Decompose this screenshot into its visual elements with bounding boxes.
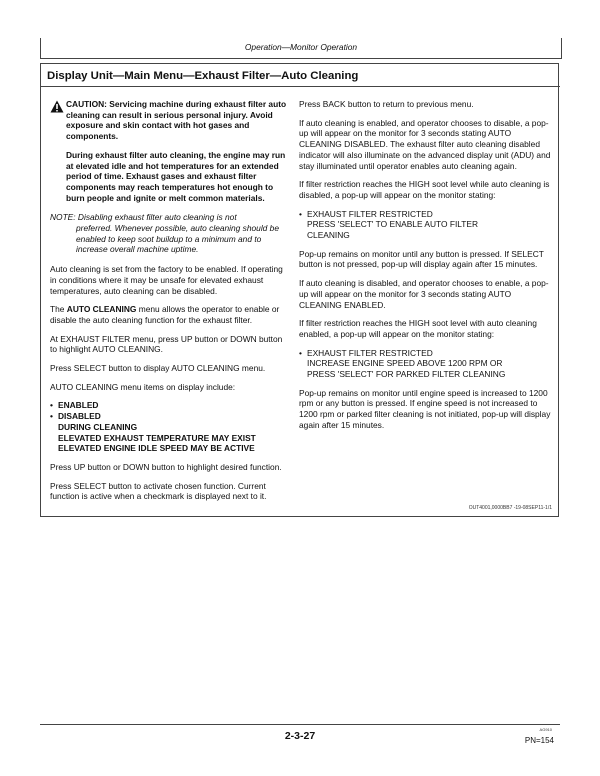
paragraph: Pop-up remains on monitor until engine speed is increased to 1200 rpm or any button is pressed. If engine speed is not increased to 1200 rpm or parked filter cleaning is not initiated, pop-up will display again after 15 minutes. <box>299 387 551 430</box>
paragraph: Auto cleaning is set from the factory to be enabled. If operating in conditions where it may be unsafe for elevated exhaust temperatures, auto cleaning can be disabled. <box>50 264 283 296</box>
footer-code: AG910 <box>539 727 552 732</box>
popup-line: CLEANING <box>307 230 350 241</box>
paragraph <box>50 304 288 325</box>
footer-divider <box>40 724 560 725</box>
title-divider <box>40 86 560 87</box>
paragraph: At EXHAUST FILTER menu, press UP button or DOWN button to highlight AUTO CLEANING. <box>50 333 283 355</box>
paragraph: AUTO CLEANING menu items on display include: <box>50 381 236 392</box>
caution-block <box>50 99 288 203</box>
note <box>50 212 288 255</box>
paragraph: If filter restriction reaches the HIGH soot level while auto cleaning is disabled, a pop-up will appear on the monitor stating: <box>299 179 550 200</box>
paragraph: Press SELECT button to activate chosen function. Current function is active when a checkmark is displayed next to it. <box>50 480 267 502</box>
paragraph: Press UP button or DOWN button to highlight desired function. <box>50 461 282 472</box>
menu-name: AUTO CLEANING <box>66 304 137 315</box>
caution-detail: During exhaust filter auto cleaning, the engine may run at elevated idle and hot temperatures for an extended period of time. Exhaust gases and exhaust filter components may reach temperatures hot enough to burn people and ignite or melt common materials. <box>66 149 286 203</box>
running-header: Operation—Monitor Operation <box>244 42 358 52</box>
right-column <box>299 99 551 439</box>
note-first-line: NOTE: Disabling exhaust filter auto cleaning is not <box>50 212 237 223</box>
list-item-sub: ELEVATED ENGINE IDLE SPEED MAY BE ACTIVE <box>58 443 255 454</box>
paragraph: Press BACK button to return to previous menu. <box>299 99 474 109</box>
reference-code: OUT4001,0000BB7 -19-08SEP11-1/1 <box>468 505 552 511</box>
list-item-label: ENABLED <box>58 400 99 411</box>
popup-line: PRESS 'SELECT' TO ENABLE AUTO FILTER <box>307 219 479 230</box>
paragraph: Press SELECT button to display AUTO CLEANING menu. <box>50 363 266 374</box>
popup-line: INCREASE ENGINE SPEED ABOVE 1200 RPM OR <box>307 358 503 369</box>
menu-items-list <box>50 400 288 454</box>
paragraph: If auto cleaning is disabled, and operator chooses to enable, a pop-up will appear on the monitor for 3 seconds stating AUTO CLEANING ENABLED. <box>299 278 549 310</box>
list-item-sub: DURING CLEANING <box>58 421 138 432</box>
pn-number: PN=154 <box>524 736 554 745</box>
list-item <box>50 411 288 454</box>
warning-triangle-icon <box>50 100 64 113</box>
header-frame <box>40 38 562 59</box>
text-run: menu allows the operator to enable or disable the auto cleaning function for the exhaust filter. <box>50 304 280 325</box>
text-run: The <box>50 304 67 315</box>
popup-line: • EXHAUST FILTER RESTRICTED <box>307 347 433 358</box>
list-item-label: • DISABLED <box>58 411 101 422</box>
popup-line: PRESS 'SELECT' FOR PARKED FILTER CLEANING <box>307 369 506 380</box>
paragraph: Pop-up remains on monitor until any button is pressed. If SELECT button is not pressed, pop-up will display again after 15 minutes. <box>299 248 544 270</box>
popup-message <box>299 209 551 241</box>
paragraph: If filter restriction reaches the HIGH soot level with auto cleaning enabled, a pop-up will appear on the monitor stating: <box>299 318 537 339</box>
paragraph: If auto cleaning is enabled, and operator chooses to disable, a pop-up will appear on the monitor for 3 seconds stating AUTO CLEANING DISABLED. The exhaust filter auto cleaning disabled indicator will also illuminate on the advanced display unit (ADU) and stay illuminated until operator enables auto cleaning again. <box>299 117 551 171</box>
popup-line: • EXHAUST FILTER RESTRICTED <box>307 208 433 219</box>
section-title: Display Unit—Main Menu—Exhaust Filter—Auto Cleaning <box>47 70 359 82</box>
list-item <box>50 400 288 411</box>
list-item-sub: ELEVATED EXHAUST TEMPERATURE MAY EXIST <box>58 432 256 443</box>
note-rest: preferred. Whenever possible, auto cleaning should be enabled to keep soot buildup to a minimum and to increase overall machine uptime. <box>76 223 279 255</box>
page-number: 2-3-27 <box>284 730 316 742</box>
left-column <box>50 99 288 510</box>
caution-text: CAUTION: Servicing machine during exhaust filter auto cleaning can result in serious personal injury. Avoid exposure and skin contact with hot gases and components. <box>66 99 287 142</box>
popup-message <box>299 348 551 380</box>
